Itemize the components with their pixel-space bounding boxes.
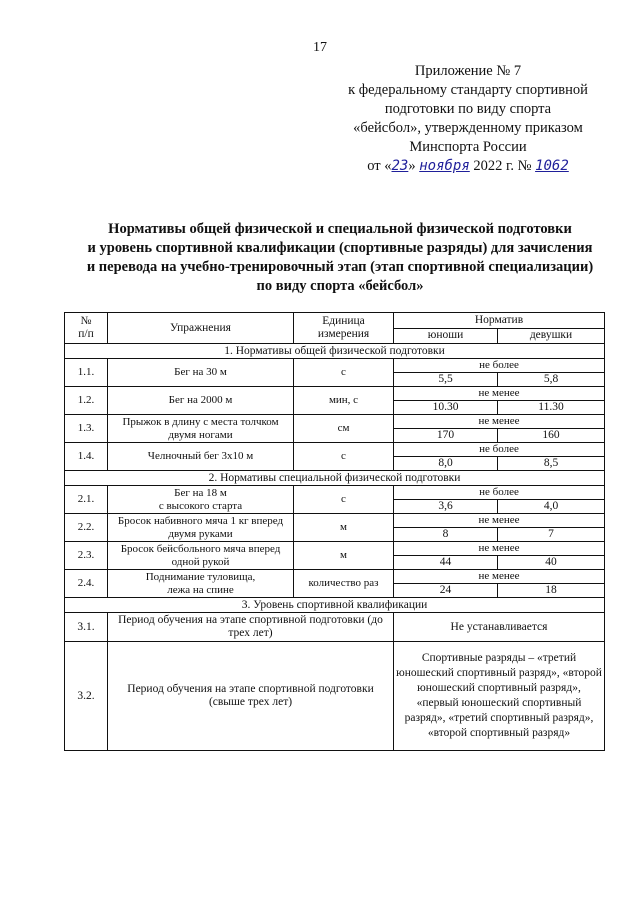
row-unit: м	[294, 542, 394, 570]
qualification-exercise: Период обучения на этапе спортивной подготовки (свыше трех лет)	[108, 642, 394, 751]
row-boys-value: 3,6	[394, 500, 498, 514]
row-exercise: Челночный бег 3х10 м	[108, 443, 294, 471]
table-row	[65, 542, 605, 556]
row-unit: мин, с	[294, 387, 394, 415]
title-line-4: по виду спорта «бейсбол»	[256, 278, 424, 294]
handwritten-day: 23	[391, 158, 409, 174]
qualification-value: Спортивные разряды – «третий юношеский спортивный разряд», «второй юношеский спортивный разряд», «первый юношеский спортивный разряд», «третий спортивный разряд», «второй спортивный разряд»	[394, 642, 605, 751]
appendix-line-4: «бейсбол», утвержденному приказом	[353, 120, 583, 136]
table-row	[65, 415, 605, 429]
qualification-exercise: Период обучения на этапе спортивной подготовки (до трех лет)	[108, 613, 394, 642]
row-girls-value: 40	[498, 556, 605, 570]
appendix-line-5: Минспорта России	[409, 139, 527, 155]
qualification-row	[65, 642, 605, 751]
row-exercise: Бег на 2000 м	[108, 387, 294, 415]
row-qualifier: не более	[394, 443, 605, 457]
row-qualifier: не менее	[394, 387, 605, 401]
table-row	[65, 443, 605, 457]
row-num: 2.2.	[65, 514, 108, 542]
row-boys-value: 24	[394, 584, 498, 598]
section-s3-header: 3. Уровень спортивной квалификации	[65, 598, 605, 613]
row-num: 1.2.	[65, 387, 108, 415]
title-line-3: и перевода на учебно-тренировочный этап (этап спортивной специализации)	[86, 259, 594, 275]
row-boys-value: 170	[394, 429, 498, 443]
section-1-header: 1. Нормативы общей физической подготовки	[65, 344, 605, 359]
date-year: 2022 г. №	[469, 158, 536, 174]
row-num: 2.1.	[65, 486, 108, 514]
title-line-2: и уровень спортивной квалификации (спортивные разряды) для зачисления	[87, 240, 593, 256]
header-unit: Единица измерения	[294, 313, 394, 344]
qualification-row	[65, 613, 605, 642]
section-row	[65, 471, 605, 486]
document-title	[60, 220, 620, 296]
row-exercise: Бег на 18 м с высокого старта	[108, 486, 294, 514]
appendix-header	[320, 62, 616, 176]
row-num: 2.4.	[65, 570, 108, 598]
row-girls-value: 5,8	[498, 373, 605, 387]
order-date-line	[320, 157, 616, 176]
header-girls: девушки	[498, 328, 605, 344]
date-mid: »	[408, 158, 420, 174]
row-boys-value: 8	[394, 528, 498, 542]
row-girls-value: 18	[498, 584, 605, 598]
qualification-num: 3.2.	[65, 642, 108, 751]
table-row	[65, 570, 605, 584]
row-qualifier: не менее	[394, 415, 605, 429]
row-exercise: Поднимание туловища, лежа на спине	[108, 570, 294, 598]
row-girls-value: 160	[498, 429, 605, 443]
table-row	[65, 387, 605, 401]
row-unit: с	[294, 359, 394, 387]
row-unit: см	[294, 415, 394, 443]
row-exercise: Бег на 30 м	[108, 359, 294, 387]
row-qualifier: не менее	[394, 570, 605, 584]
row-unit: с	[294, 486, 394, 514]
row-exercise: Бросок набивного мяча 1 кг вперед двумя руками	[108, 514, 294, 542]
row-num: 1.3.	[65, 415, 108, 443]
title-line-1: Нормативы общей физической и специальной физической подготовки	[108, 221, 572, 237]
header-num: № п/п	[65, 313, 108, 344]
table-row	[65, 359, 605, 373]
appendix-line-1: Приложение № 7	[414, 63, 522, 79]
section-row	[65, 598, 605, 613]
row-boys-value: 5,5	[394, 373, 498, 387]
row-girls-value: 4,0	[498, 500, 605, 514]
standards-table	[64, 312, 605, 751]
row-num: 2.3.	[65, 542, 108, 570]
handwritten-order-number: 1062	[535, 158, 569, 174]
header-norm: Норматив	[394, 313, 605, 329]
row-num: 1.4.	[65, 443, 108, 471]
row-qualifier: не более	[394, 486, 605, 500]
qualification-value: Не устанавливается	[394, 613, 605, 642]
row-qualifier: не более	[394, 359, 605, 373]
row-qualifier: не менее	[394, 542, 605, 556]
row-unit: количество раз	[294, 570, 394, 598]
row-exercise: Прыжок в длину с места толчком двумя ногами	[108, 415, 294, 443]
qualification-num: 3.1.	[65, 613, 108, 642]
handwritten-month: ноября	[419, 158, 470, 174]
row-boys-value: 8,0	[394, 457, 498, 471]
section-s2-header: 2. Нормативы специальной физической подготовки	[65, 471, 605, 486]
table-row	[65, 486, 605, 500]
row-qualifier: не менее	[394, 514, 605, 528]
row-unit: м	[294, 514, 394, 542]
header-exercise: Упражнения	[108, 313, 294, 344]
row-girls-value: 11.30	[498, 401, 605, 415]
row-boys-value: 10.30	[394, 401, 498, 415]
row-girls-value: 7	[498, 528, 605, 542]
row-exercise: Бросок бейсбольного мяча вперед одной рукой	[108, 542, 294, 570]
header-boys: юноши	[394, 328, 498, 344]
row-unit: с	[294, 443, 394, 471]
table-row	[65, 514, 605, 528]
row-num: 1.1.	[65, 359, 108, 387]
page-number: 17	[313, 40, 327, 55]
row-girls-value: 8,5	[498, 457, 605, 471]
date-prefix: от «	[367, 158, 392, 174]
row-boys-value: 44	[394, 556, 498, 570]
appendix-line-3: подготовки по виду спорта	[384, 101, 552, 117]
appendix-line-2: к федеральному стандарту спортивной	[348, 82, 588, 98]
